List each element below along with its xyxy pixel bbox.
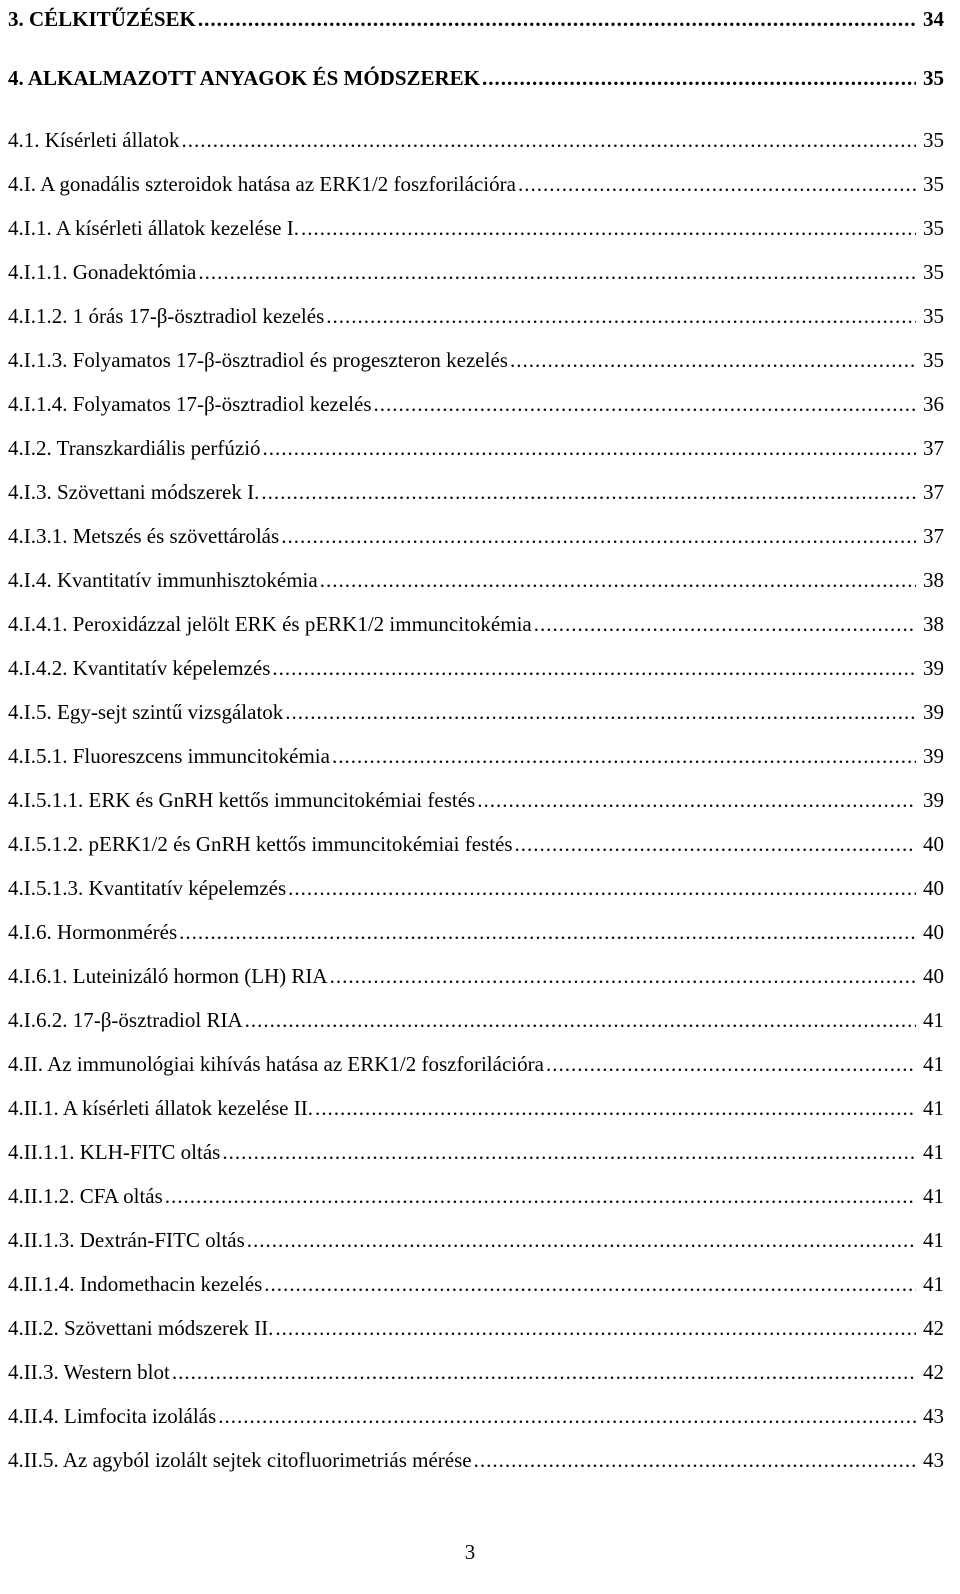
toc-entry-title: 4.II.5. Az agyból izolált sejtek citofluorimetriás mérése bbox=[8, 1448, 472, 1472]
toc-dot-leader bbox=[477, 778, 916, 822]
toc-entry-page: 41 bbox=[923, 1228, 944, 1252]
toc-dot-leader bbox=[165, 1174, 916, 1218]
toc-dot-leader bbox=[198, 250, 916, 294]
toc-entry-page: 40 bbox=[923, 832, 944, 856]
toc-entry-title: 4.I.6.2. 17-β-ösztradiol RIA bbox=[8, 1008, 243, 1032]
toc-dot-leader bbox=[245, 998, 916, 1042]
toc-entry-title: 4.I.1. A kísérleti állatok kezelése I. bbox=[8, 216, 299, 240]
toc-dot-leader bbox=[332, 734, 916, 778]
toc-entry[interactable] bbox=[8, 0, 944, 59]
toc-entry-page: 41 bbox=[923, 1272, 944, 1296]
toc-entry[interactable] bbox=[8, 1130, 944, 1174]
toc-entry[interactable] bbox=[8, 1394, 944, 1438]
toc-entry-title: 4.I.1.2. 1 órás 17-β-ösztradiol kezelés bbox=[8, 304, 325, 328]
toc-entry-page: 37 bbox=[923, 436, 944, 460]
toc-entry-title: 4.II.2. Szövettani módszerek II. bbox=[8, 1316, 274, 1340]
toc-entry-page: 41 bbox=[923, 1140, 944, 1164]
toc-entry[interactable] bbox=[8, 1086, 944, 1130]
toc-dot-leader bbox=[198, 0, 916, 38]
toc-entry[interactable] bbox=[8, 250, 944, 294]
toc-entry[interactable] bbox=[8, 206, 944, 250]
toc-entry-title: 4.II.1. A kísérleti állatok kezelése II. bbox=[8, 1096, 313, 1120]
toc-entry[interactable] bbox=[8, 1438, 944, 1482]
toc-dot-leader bbox=[301, 206, 916, 250]
toc-entry-page: 39 bbox=[923, 788, 944, 812]
toc-entry-title: 4.II. Az immunológiai kihívás hatása az ERK1/2 foszforilációra bbox=[8, 1052, 544, 1076]
toc-entry-page: 35 bbox=[923, 260, 944, 284]
toc-entry-page: 40 bbox=[923, 964, 944, 988]
toc-entry[interactable] bbox=[8, 1350, 944, 1394]
toc-entry-page: 34 bbox=[923, 7, 944, 31]
toc-entry[interactable] bbox=[8, 294, 944, 338]
toc-entry-page: 39 bbox=[923, 700, 944, 724]
toc-dot-leader bbox=[474, 1438, 916, 1482]
toc-entry-title: 4.I.1.3. Folyamatos 17-β-ösztradiol és progeszteron kezelés bbox=[8, 348, 508, 372]
toc-entry-title: 4.I.1.4. Folyamatos 17-β-ösztradiol kezelés bbox=[8, 392, 372, 416]
toc-entry-page: 39 bbox=[923, 656, 944, 680]
toc-entry[interactable] bbox=[8, 162, 944, 206]
toc-entry[interactable] bbox=[8, 382, 944, 426]
toc-entry-page: 40 bbox=[923, 920, 944, 944]
toc-entry-title: 4.I.4.2. Kvantitatív képelemzés bbox=[8, 656, 271, 680]
toc-entry[interactable] bbox=[8, 822, 944, 866]
toc-dot-leader bbox=[261, 470, 916, 514]
toc-entry[interactable] bbox=[8, 646, 944, 690]
toc-entry-title: 4.II.1.3. Dextrán-FITC oltás bbox=[8, 1228, 245, 1252]
toc-entry[interactable] bbox=[8, 558, 944, 602]
toc-entry-page: 38 bbox=[923, 612, 944, 636]
page-number: 3 bbox=[464, 1540, 476, 1564]
toc-entry[interactable] bbox=[8, 690, 944, 734]
toc-entry-title: 4.II.1.2. CFA oltás bbox=[8, 1184, 163, 1208]
toc-dot-leader bbox=[272, 646, 916, 690]
toc-entry-title: 4.I.5.1.2. pERK1/2 és GnRH kettős immuncitokémiai festés bbox=[8, 832, 513, 856]
toc-entry[interactable] bbox=[8, 910, 944, 954]
toc-entry[interactable] bbox=[8, 954, 944, 998]
toc-dot-leader bbox=[315, 1086, 916, 1130]
toc-entry-title: 4.I.6. Hormonmérés bbox=[8, 920, 178, 944]
toc-dot-leader bbox=[288, 866, 916, 910]
toc-entry-title: 4.II.4. Limfocita izolálás bbox=[8, 1404, 217, 1428]
toc-entry-page: 37 bbox=[923, 480, 944, 504]
toc-entry-title: 4.I.5. Egy-sejt szintű vizsgálatok bbox=[8, 700, 284, 724]
toc-entry[interactable] bbox=[8, 1262, 944, 1306]
toc-entry-title: 4.I. A gonadális szteroidok hatása az ERK1/2 foszforilációra bbox=[8, 172, 516, 196]
toc-entry-title: 4.I.5.1. Fluoreszcens immuncitokémia bbox=[8, 744, 330, 768]
toc-entry-title: 4.I.4. Kvantitatív immunhisztokémia bbox=[8, 568, 318, 592]
toc-entry-title: 4. ALKALMAZOTT ANYAGOK ÉS MÓDSZEREK bbox=[8, 66, 481, 90]
toc-dot-leader bbox=[546, 1042, 916, 1086]
toc-entry-page: 35 bbox=[923, 348, 944, 372]
toc-entry-page: 43 bbox=[923, 1448, 944, 1472]
toc-dot-leader bbox=[247, 1218, 916, 1262]
toc-entry[interactable] bbox=[8, 1174, 944, 1218]
toc-entry-title: 4.I.2. Transzkardiális perfúzió bbox=[8, 436, 261, 460]
toc-dot-leader bbox=[181, 118, 916, 162]
toc-entry-page: 41 bbox=[923, 1008, 944, 1032]
toc-dot-leader bbox=[218, 1394, 916, 1438]
toc-dot-leader bbox=[263, 426, 916, 470]
toc-entry-page: 37 bbox=[923, 524, 944, 548]
toc-entry-page: 39 bbox=[923, 744, 944, 768]
toc-entry-page: 35 bbox=[923, 216, 944, 240]
toc-entry-title: 4.I.3. Szövettani módszerek I. bbox=[8, 480, 260, 504]
toc-dot-leader bbox=[222, 1130, 916, 1174]
toc-entry-title: 4.I.5.1.3. Kvantitatív képelemzés bbox=[8, 876, 287, 900]
toc-entry-page: 42 bbox=[923, 1316, 944, 1340]
toc-dot-leader bbox=[374, 382, 916, 426]
table-of-contents bbox=[8, 0, 944, 1482]
toc-entry-page: 35 bbox=[923, 66, 944, 90]
toc-dot-leader bbox=[179, 910, 916, 954]
toc-dot-leader bbox=[510, 338, 916, 382]
toc-entry[interactable] bbox=[8, 998, 944, 1042]
toc-entry[interactable] bbox=[8, 1218, 944, 1262]
toc-entry[interactable] bbox=[8, 778, 944, 822]
toc-entry[interactable] bbox=[8, 338, 944, 382]
toc-dot-leader bbox=[330, 954, 916, 998]
toc-entry[interactable] bbox=[8, 734, 944, 778]
toc-entry[interactable] bbox=[8, 470, 944, 514]
toc-entry[interactable] bbox=[8, 1042, 944, 1086]
toc-entry-title: 4.I.1.1. Gonadektómia bbox=[8, 260, 197, 284]
toc-dot-leader bbox=[285, 690, 916, 734]
toc-dot-leader bbox=[326, 294, 916, 338]
toc-entry[interactable] bbox=[8, 426, 944, 470]
toc-dot-leader bbox=[534, 602, 916, 646]
toc-entry[interactable] bbox=[8, 514, 944, 558]
toc-entry-page: 35 bbox=[923, 128, 944, 152]
toc-entry-page: 42 bbox=[923, 1360, 944, 1384]
toc-dot-leader bbox=[281, 514, 916, 558]
toc-dot-leader bbox=[320, 558, 916, 602]
toc-entry-title: 4.I.5.1.1. ERK és GnRH kettős immuncitokémiai festés bbox=[8, 788, 476, 812]
toc-entry-page: 40 bbox=[923, 876, 944, 900]
toc-entry[interactable] bbox=[8, 59, 944, 118]
toc-entry-page: 41 bbox=[923, 1184, 944, 1208]
toc-dot-leader bbox=[518, 162, 916, 206]
toc-entry-title: 4.I.3.1. Metszés és szövettárolás bbox=[8, 524, 280, 548]
toc-entry-page: 35 bbox=[923, 172, 944, 196]
toc-entry-page: 41 bbox=[923, 1052, 944, 1076]
toc-entry-title: 4.II.3. Western blot bbox=[8, 1360, 170, 1384]
toc-dot-leader bbox=[172, 1350, 916, 1394]
toc-entry-title: 4.I.6.1. Luteinizáló hormon (LH) RIA bbox=[8, 964, 328, 988]
toc-entry-title: 4.II.1.4. Indomethacin kezelés bbox=[8, 1272, 263, 1296]
toc-entry-title: 4.I.4.1. Peroxidázzal jelölt ERK és pERK1/2 immuncitokémia bbox=[8, 612, 532, 636]
toc-entry-title: 3. CÉLKITŰZÉSEK bbox=[8, 7, 196, 31]
toc-entry-page: 41 bbox=[923, 1096, 944, 1120]
toc-entry[interactable] bbox=[8, 118, 944, 162]
toc-entry-page: 35 bbox=[923, 304, 944, 328]
toc-dot-leader bbox=[275, 1306, 916, 1350]
toc-dot-leader bbox=[264, 1262, 916, 1306]
toc-entry-page: 38 bbox=[923, 568, 944, 592]
toc-entry[interactable] bbox=[8, 1306, 944, 1350]
toc-entry-title: 4.II.1.1. KLH-FITC oltás bbox=[8, 1140, 221, 1164]
toc-entry-title: 4.1. Kísérleti állatok bbox=[8, 128, 180, 152]
toc-entry-page: 43 bbox=[923, 1404, 944, 1428]
toc-dot-leader bbox=[482, 59, 916, 97]
toc-entry-page: 36 bbox=[923, 392, 944, 416]
toc-entry[interactable] bbox=[8, 602, 944, 646]
toc-entry[interactable] bbox=[8, 866, 944, 910]
toc-dot-leader bbox=[515, 822, 916, 866]
